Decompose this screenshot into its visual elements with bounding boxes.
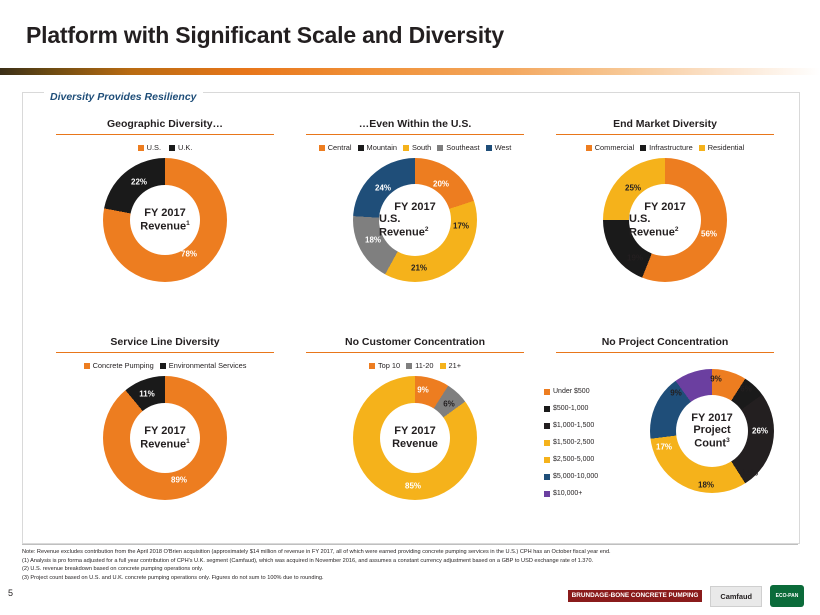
slice-label: 89% [170, 475, 188, 485]
legend-item [544, 405, 598, 412]
chart-legend [540, 143, 790, 152]
center-line-2: Revenue [392, 438, 438, 450]
legend-swatch-icon [544, 389, 550, 395]
slice-label: 14% [741, 468, 759, 478]
legend-item [160, 361, 247, 370]
legend-swatch-icon [544, 474, 550, 480]
donut-center-label [676, 395, 748, 467]
center-line-1: FY 2017 [691, 411, 733, 424]
legend-swatch-icon [544, 423, 550, 429]
slice-label: 17% [655, 442, 673, 452]
center-line-1: FY 2017 [644, 200, 686, 213]
donut-chart [353, 376, 477, 500]
center-line-2: U.S. Revenue$^2$ [629, 213, 679, 239]
chart-title: No Customer Concentration [306, 336, 524, 353]
legend-item [406, 361, 433, 370]
legend-label: $1,500-2,500 [553, 439, 595, 446]
legend-label: Southeast [446, 143, 480, 152]
logo-camfaud [710, 586, 762, 607]
legend-label: 21+ [448, 361, 462, 370]
title-divider [0, 68, 820, 75]
legend-label: U.S. [146, 143, 161, 152]
slice-label: 78% [180, 249, 198, 259]
donut-chart [353, 158, 477, 282]
slice-label: 26% [751, 426, 769, 436]
legend-item [544, 422, 598, 429]
chart-no-customer-concentration [290, 336, 540, 500]
legend-item [544, 388, 598, 395]
chart-title: End Market Diversity [556, 118, 774, 135]
legend-swatch-icon [440, 363, 446, 369]
legend-label: $10,000+ [553, 490, 583, 497]
footnote-note: Note: Revenue excludes contribution from the April 2018 O'Brien acquisition (approximately $14 million of revenue in FY 2017, all of which were earned providing concrete pumping services in the U.S.) CPH has an October fiscal year end. [22, 549, 611, 555]
legend-item [138, 143, 161, 152]
donut-center-label [130, 403, 200, 473]
legend-swatch-icon [437, 145, 443, 151]
chart-service-line-diversity [40, 336, 290, 500]
footnote-3: (3) Project count based on U.S. and U.K. concrete pumping operations only. Figures do not sum to 100% due to rounding. [22, 574, 324, 581]
legend-item [544, 439, 598, 446]
legend-item [437, 143, 479, 152]
legend-label: Residential [707, 143, 745, 152]
center-line-2: Revenue$^1$ [140, 219, 190, 233]
legend-swatch-icon [640, 145, 646, 151]
footnote-2: (2) U.S. revenue breakdown based on concrete pumping operations only. [22, 566, 204, 573]
center-line-1: FY 2017 [394, 425, 436, 438]
slice-label: 9% [710, 374, 722, 384]
donut-center-label [130, 185, 200, 255]
legend-label: Top 10 [377, 361, 401, 370]
donut-chart [103, 158, 227, 282]
legend-label: $2,500-5,000 [553, 456, 595, 463]
slice-label: 24% [374, 183, 392, 193]
center-line-2: U.S. Revenue$^2$ [379, 213, 429, 239]
center-line-1: FY 2017 [144, 425, 186, 438]
chart-end-market-diversity [540, 118, 790, 282]
legend-label: Mountain [366, 143, 397, 152]
center-line-2: Project [693, 424, 731, 437]
legend-item [544, 473, 598, 480]
legend-item [369, 361, 400, 370]
legend-label: $1,000-1,500 [553, 422, 595, 429]
legend-label: Infrastructure [649, 143, 693, 152]
logo-group [568, 585, 804, 607]
slice-label: 18% [697, 480, 715, 490]
legend-label: West [494, 143, 512, 152]
legend-swatch-icon [544, 440, 550, 446]
slice-label: 21% [410, 263, 428, 273]
logo-camfaud-label: Camfaud [710, 586, 762, 607]
legend-swatch-icon [319, 145, 325, 151]
donut-center-label [629, 184, 701, 256]
chart-title: Service Line Diversity [56, 336, 274, 353]
logo-ecopan-label: ECO-PAN [775, 593, 799, 599]
chart-legend [544, 388, 598, 507]
legend-swatch-icon [699, 145, 705, 151]
chart-no-project-concentration [540, 336, 790, 497]
legend-swatch-icon [358, 145, 364, 151]
chart-title: …Even Within the U.S. [306, 118, 524, 135]
slice-label: 18% [364, 235, 382, 245]
chart-geographic-diversity [40, 118, 290, 282]
chart-us-region-diversity [290, 118, 540, 282]
legend-label: U.K. [178, 143, 193, 152]
page-title: Platform with Significant Scale and Diversity [26, 22, 504, 48]
logo-brundage-label: BRUNDAGE-BONE CONCRETE PUMPING [568, 590, 703, 603]
legend-label: Central [327, 143, 352, 152]
legend-item [84, 361, 154, 370]
donut-center-label [380, 403, 450, 473]
slice-label: 20% [432, 179, 450, 189]
legend-item [358, 143, 397, 152]
slice-label: 85% [404, 481, 422, 491]
legend-item [586, 143, 634, 152]
center-line-1: FY 2017 [144, 207, 186, 220]
legend-swatch-icon [369, 363, 375, 369]
legend-swatch-icon [544, 491, 550, 497]
legend-label: Commercial [594, 143, 635, 152]
donut-chart [103, 376, 227, 500]
logo-ecopan [770, 585, 804, 607]
logo-brundage-bone [568, 590, 703, 603]
legend-swatch-icon [169, 145, 175, 151]
chart-title: Geographic Diversity… [56, 118, 274, 135]
slice-label: 6% [443, 399, 455, 409]
slice-label: 25% [624, 183, 642, 193]
footnotes [22, 544, 798, 583]
section-label: Diversity Provides Resiliency [44, 91, 203, 103]
legend-item [169, 143, 192, 152]
legend-swatch-icon [486, 145, 492, 151]
donut-center-label [379, 184, 451, 256]
legend-label: 11-20 [415, 361, 434, 370]
legend-swatch-icon [586, 145, 592, 151]
legend-item [544, 456, 598, 463]
center-line-2: Revenue$^1$ [140, 437, 190, 451]
legend-item [544, 490, 598, 497]
legend-label: Environmental Services [168, 361, 247, 370]
slice-label: 56% [700, 229, 718, 239]
legend-label: $5,000-10,000 [553, 473, 599, 480]
chart-legend [290, 361, 540, 370]
slice-label: 6% [740, 384, 752, 394]
legend-label: $500-1,000 [553, 405, 589, 412]
legend-swatch-icon [160, 363, 166, 369]
legend-item [440, 361, 462, 370]
donut-chart [650, 369, 774, 493]
donut-chart [603, 158, 727, 282]
slice-label: 17% [452, 221, 470, 231]
chart-legend [290, 143, 540, 152]
page-number: 5 [8, 588, 14, 598]
footnote-1: (1) Analysis is pro forma adjusted for a full year contribution of CPH's U.K. segment (Camfaud), which was acquired in November 2016, and assumes a constant currency adjustment based on a GBP to USD exchange rate of 1.370. [22, 557, 594, 564]
legend-item [486, 143, 512, 152]
legend-label: Under $500 [553, 388, 590, 395]
slice-label: 19% [626, 253, 644, 263]
legend-swatch-icon [84, 363, 90, 369]
legend-item [319, 143, 352, 152]
legend-swatch-icon [544, 457, 550, 463]
legend-swatch-icon [138, 145, 144, 151]
legend-label: South [411, 143, 432, 152]
slice-label: 22% [130, 177, 148, 187]
slice-label: 9% [417, 385, 429, 395]
chart-legend [40, 143, 290, 152]
chart-legend [40, 361, 290, 370]
chart-title: No Project Concentration [556, 336, 774, 353]
slice-label: 9% [670, 388, 682, 398]
legend-swatch-icon [544, 406, 550, 412]
center-line-3: Count$^3$ [694, 436, 730, 450]
legend-label: Concrete Pumping [92, 361, 154, 370]
legend-item [640, 143, 693, 152]
center-line-1: FY 2017 [394, 200, 436, 213]
legend-item [403, 143, 431, 152]
legend-swatch-icon [403, 145, 409, 151]
slice-label: 11% [139, 389, 155, 399]
legend-swatch-icon [406, 363, 412, 369]
legend-item [699, 143, 745, 152]
